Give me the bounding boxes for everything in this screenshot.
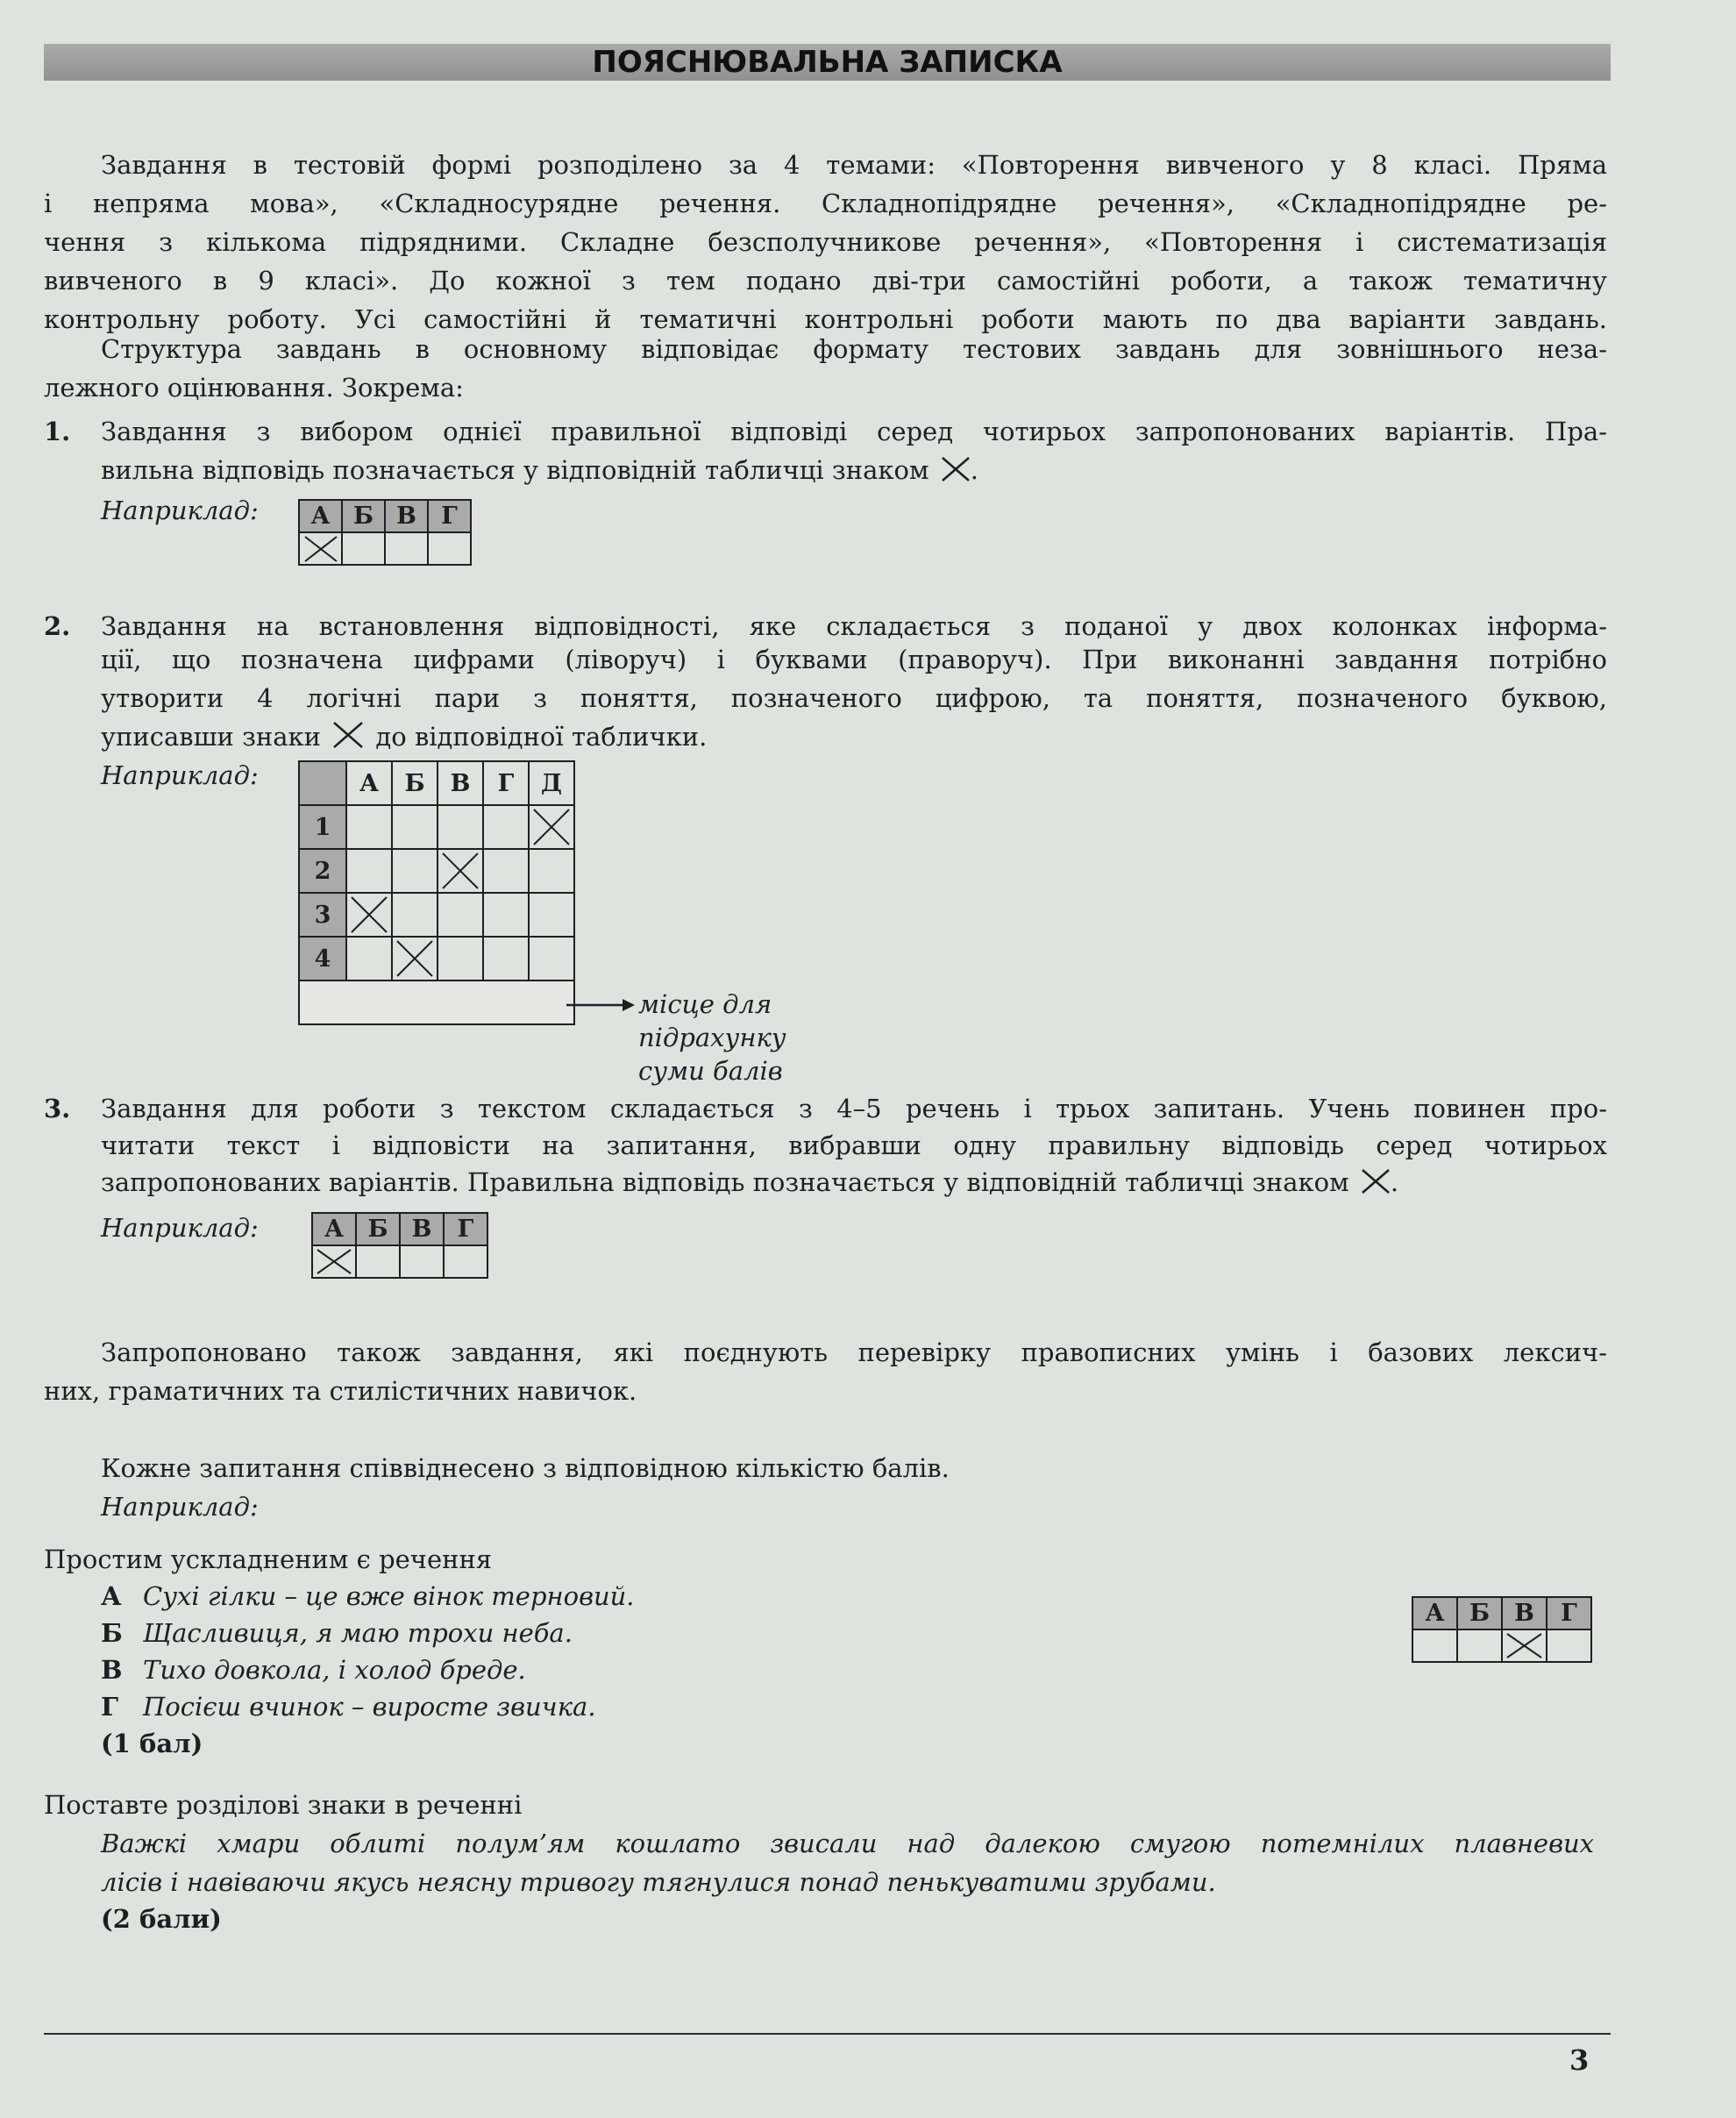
answer-cell bbox=[385, 532, 428, 565]
item-number: 2. bbox=[44, 611, 71, 641]
item-line-with-mark bbox=[101, 451, 978, 489]
period: . bbox=[970, 455, 978, 485]
answer-cell bbox=[1547, 1630, 1591, 1662]
row-label: 1 bbox=[299, 805, 346, 849]
table-header: Б bbox=[342, 500, 385, 532]
period: . bbox=[1390, 1167, 1399, 1197]
answer-cell bbox=[438, 893, 483, 937]
table-header: А bbox=[346, 761, 392, 805]
answer-cell bbox=[392, 893, 438, 937]
option-text: Тихо довкола, і холод бреде. bbox=[143, 1655, 526, 1685]
cross-mark-icon bbox=[531, 807, 572, 847]
structure-line: лежного оцінювання. Зокрема: bbox=[44, 373, 464, 403]
table-header: В bbox=[385, 500, 428, 532]
cross-mark-icon bbox=[395, 938, 435, 979]
title-bar bbox=[44, 44, 1611, 81]
item-line-with-mark bbox=[101, 1163, 1607, 1202]
answer-cell bbox=[483, 805, 529, 849]
answer-cell bbox=[392, 937, 438, 981]
answer-cell bbox=[346, 893, 392, 937]
item-line: до відповідної таблички. bbox=[375, 722, 708, 752]
bottom-rule bbox=[44, 2033, 1611, 2035]
cross-mark-icon bbox=[1505, 1631, 1544, 1660]
intro-line: і непряма мова», «Складносурядне речення. Складнопідрядне речення», «Складнопідрядне ре- bbox=[44, 189, 1607, 218]
sum-note-line: підрахунку bbox=[638, 1023, 786, 1052]
points-line: Кожне запитання співвіднесено з відповідною кількістю балів. bbox=[101, 1453, 950, 1483]
item-line-with-mark bbox=[101, 717, 707, 756]
answer-cell bbox=[346, 937, 392, 981]
answer-cell bbox=[483, 937, 529, 981]
table-header: Г bbox=[1547, 1597, 1591, 1630]
answer-cell bbox=[392, 849, 438, 893]
option-letter: Г bbox=[101, 1692, 119, 1722]
item-line: запропонованих варіантів. Правильна відповідь позначається у відповідній табличці знаком bbox=[101, 1167, 1349, 1197]
sum-note-line: місце для bbox=[638, 989, 772, 1019]
answer-cell bbox=[529, 849, 574, 893]
answer-cell bbox=[312, 1245, 356, 1278]
intro-line: контрольну роботу. Усі самостійні й тематичні контрольні роботи мають по два варіанти завдань. bbox=[44, 304, 1607, 334]
option-text: Сухі гілки – це вже вінок терновий. bbox=[143, 1581, 635, 1611]
answer-table-example-1 bbox=[298, 499, 472, 566]
cross-mark-icon bbox=[302, 534, 339, 564]
table-header: Д bbox=[529, 761, 574, 805]
answer-cell bbox=[1502, 1630, 1547, 1662]
item-line: уписавши знаки bbox=[101, 722, 321, 752]
answer-cell bbox=[299, 532, 342, 565]
example-label: Наприклад: bbox=[101, 1213, 259, 1243]
table-header: В bbox=[1502, 1597, 1547, 1630]
matching-table-example bbox=[298, 760, 575, 1025]
answer-cell bbox=[346, 849, 392, 893]
table-header: Б bbox=[392, 761, 438, 805]
answer-cell bbox=[392, 805, 438, 849]
table-header: В bbox=[438, 761, 483, 805]
table-header: А bbox=[299, 500, 342, 532]
intro-line: вивченого в 9 класі». До кожної з тем подано дві-три самостійні роботи, а також тематичну bbox=[44, 266, 1607, 296]
example-label: Наприклад: bbox=[101, 1492, 259, 1522]
score-label: (2 бали) bbox=[101, 1904, 222, 1934]
answer-cell bbox=[529, 893, 574, 937]
structure-line: Структура завдань в основному відповідає формату тестових завдань для зовнішнього неза- bbox=[101, 334, 1607, 364]
item-number: 3. bbox=[44, 1094, 71, 1123]
option-letter: В bbox=[101, 1655, 123, 1685]
item-number: 1. bbox=[44, 417, 71, 446]
answer-cell bbox=[438, 849, 483, 893]
table-header: Г bbox=[444, 1213, 487, 1245]
table-corner bbox=[299, 761, 346, 805]
question-text-line: лісів і навіваючи якусь неясну тривогу тягнулися понад пенькуватими зрубами. bbox=[101, 1867, 1216, 1897]
cross-mark-icon bbox=[941, 456, 971, 482]
answer-cell bbox=[529, 937, 574, 981]
example-label: Наприклад: bbox=[101, 760, 259, 790]
answer-cell bbox=[400, 1245, 444, 1278]
answer-cell bbox=[483, 849, 529, 893]
cross-mark-icon bbox=[440, 851, 480, 891]
row-label: 2 bbox=[299, 849, 346, 893]
item-line: Завдання з вибором однієї правильної відповіді серед чотирьох запропонованих варіантів. Пра- bbox=[101, 417, 1607, 446]
table-header: Г bbox=[483, 761, 529, 805]
item-line: Завдання на встановлення відповідності, яке складається з поданої у двох колонках інформа- bbox=[101, 611, 1607, 641]
table-header: А bbox=[1412, 1597, 1457, 1630]
answer-cell bbox=[428, 532, 471, 565]
arrow-icon bbox=[566, 996, 637, 1014]
page-title: ПОЯСНЮВАЛЬНА ЗАПИСКА bbox=[592, 45, 1063, 80]
option-letter: Б bbox=[101, 1618, 123, 1648]
item-line: Завдання для роботи з текстом складається з 4–5 речень і трьох запитань. Учень повинен про- bbox=[101, 1094, 1607, 1123]
row-label: 4 bbox=[299, 937, 346, 981]
question-prompt: Поставте розділові знаки в реченні bbox=[44, 1790, 523, 1820]
cross-mark-icon bbox=[332, 721, 364, 749]
answer-table-example-3 bbox=[311, 1212, 488, 1279]
intro-line: Завдання в тестовій формі розподілено за 4 темами: «Повторення вивченого у 8 класі. Пряма bbox=[101, 150, 1607, 180]
question-text-line: Важкі хмари облиті полум’ям кошлато звисали над далекою смугою потемнілих плавневих bbox=[101, 1829, 1594, 1858]
table-header: А bbox=[312, 1213, 356, 1245]
answer-cell bbox=[356, 1245, 400, 1278]
answer-cell bbox=[529, 805, 574, 849]
item-line: вильна відповідь позначається у відповідній табличці знаком bbox=[101, 455, 929, 485]
answer-cell bbox=[438, 805, 483, 849]
table-header: Б bbox=[1457, 1597, 1502, 1630]
option-text: Щасливиця, я маю трохи неба. bbox=[143, 1618, 573, 1648]
table-header: Г bbox=[428, 500, 471, 532]
example-label: Наприклад: bbox=[101, 496, 259, 525]
score-sum-cell bbox=[299, 981, 574, 1024]
table-header: В bbox=[400, 1213, 444, 1245]
sum-note-line: суми балів bbox=[638, 1056, 783, 1086]
answer-table-question-1 bbox=[1412, 1596, 1592, 1663]
cross-mark-icon bbox=[315, 1247, 353, 1276]
answer-cell bbox=[438, 937, 483, 981]
answer-cell bbox=[483, 893, 529, 937]
row-label: 3 bbox=[299, 893, 346, 937]
page-number: 3 bbox=[1569, 2043, 1590, 2077]
item-line: ції, що позначена цифрами (ліворуч) і буквами (праворуч). При виконанні завдання потрібно bbox=[101, 645, 1607, 674]
answer-cell bbox=[342, 532, 385, 565]
item-line: утворити 4 логічні пари з поняття, позначеного цифрою, та поняття, позначеного буквою, bbox=[101, 683, 1607, 713]
also-line: них, граматичних та стилістичних навичок. bbox=[44, 1376, 637, 1406]
answer-cell bbox=[1412, 1630, 1457, 1662]
answer-cell bbox=[346, 805, 392, 849]
answer-cell bbox=[1457, 1630, 1502, 1662]
cross-mark-icon bbox=[349, 895, 389, 935]
question-prompt: Простим ускладненим є речення bbox=[44, 1544, 493, 1574]
option-text: Посієш вчинок – виросте звичка. bbox=[143, 1692, 596, 1722]
option-letter: А bbox=[101, 1581, 122, 1611]
answer-cell bbox=[444, 1245, 487, 1278]
score-label: (1 бал) bbox=[101, 1729, 203, 1758]
also-line: Запропоновано також завдання, які поєднують перевірку правописних умінь і базових лексич- bbox=[101, 1337, 1607, 1367]
intro-line: чення з кількома підрядними. Складне безсполучникове речення», «Повторення і систематизація bbox=[44, 227, 1607, 257]
table-header: Б bbox=[356, 1213, 400, 1245]
cross-mark-icon bbox=[1361, 1168, 1391, 1194]
item-line: читати текст і відповісти на запитання, вибравши одну правильну відповідь серед чотирьох bbox=[101, 1130, 1607, 1160]
